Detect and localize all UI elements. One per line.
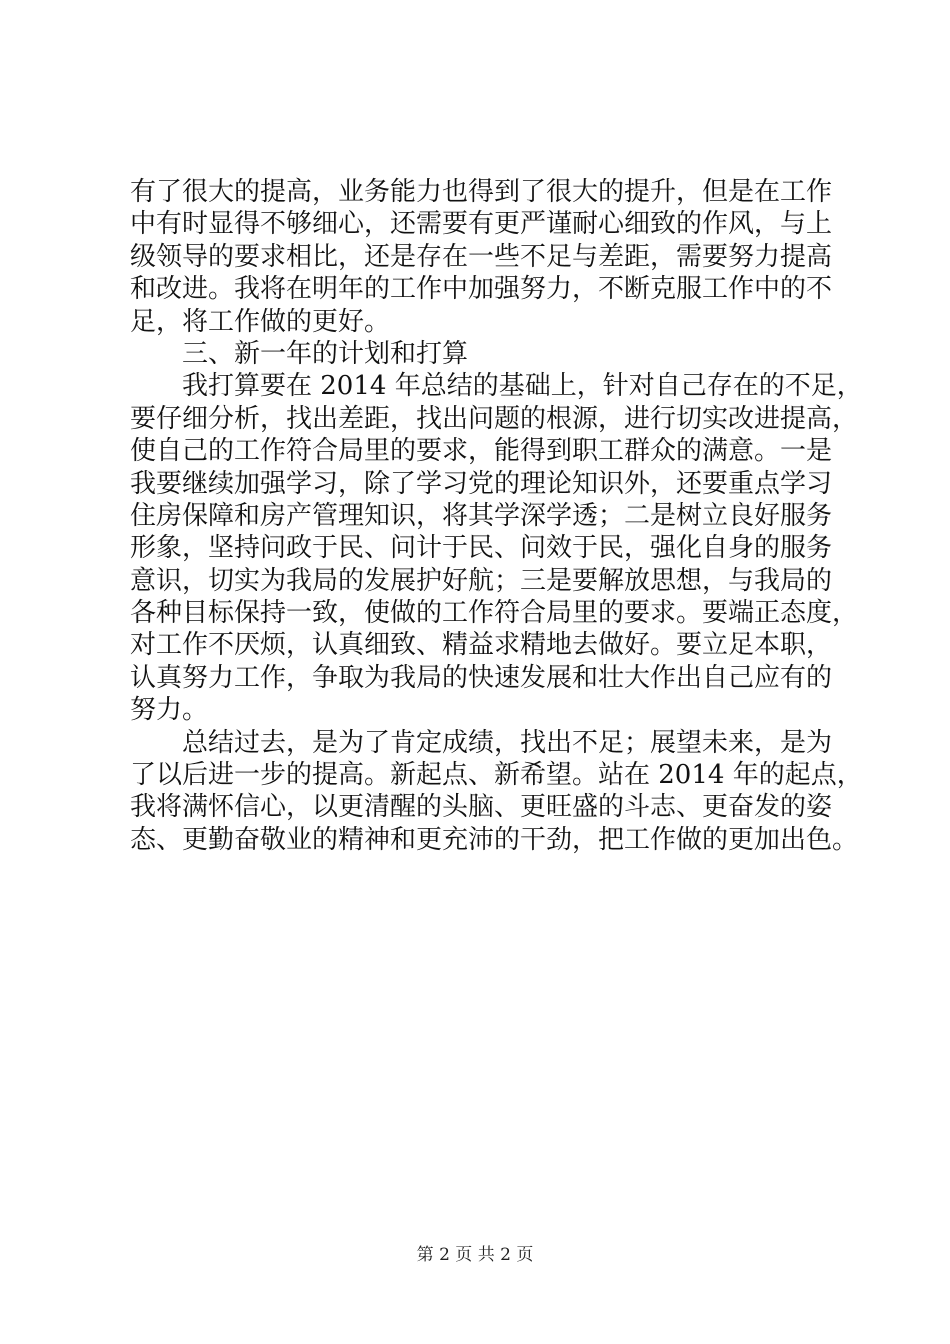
text-line: 和改进。我将在明年的工作中加强努力，不断克服工作中的不 xyxy=(130,274,833,305)
paragraph-2 xyxy=(130,370,863,726)
text-line: 住房保障和房产管理知识，将其学深学透；二是树立良好服务 xyxy=(130,500,833,531)
text-line: 努力。 xyxy=(130,695,209,726)
text-line: 级领导的要求相比，还是存在一些不足与差距，需要努力提高 xyxy=(130,241,833,272)
text-line: 中有时显得不够细心，还需要有更严谨耐心细致的作风，与上 xyxy=(130,209,833,240)
text-line: 我打算要在 2014 年总结的基础上，针对自己存在的不足， xyxy=(182,371,863,402)
text-line: 要仔细分析，找出差距，找出问题的根源，进行切实改进提高， xyxy=(130,403,859,434)
text-line: 我将满怀信心，以更清醒的头脑、更旺盛的斗志、更奋发的姿 xyxy=(130,792,833,823)
text-line: 我要继续加强学习，除了学习党的理论知识外，还要重点学习 xyxy=(130,468,833,499)
text-line: 总结过去，是为了肯定成绩，找出不足；展望未来，是为 xyxy=(182,727,833,758)
document-body xyxy=(130,176,863,856)
section-heading xyxy=(130,338,830,370)
text-line: 态、更勤奋敬业的精神和更充沛的干劲，把工作做的更加出色。 xyxy=(130,824,859,855)
text-line: 认真努力工作，争取为我局的快速发展和壮大作出自己应有的 xyxy=(130,662,833,693)
text-line: 各种目标保持一致，使做的工作符合局里的要求。要端正态度， xyxy=(130,598,859,629)
page-number-label: 第 2 页 共 2 页 xyxy=(416,1245,534,1265)
text-line: 足，将工作做的更好。 xyxy=(130,306,391,337)
text-line: 使自己的工作符合局里的要求，能得到职工群众的满意。一是 xyxy=(130,436,833,467)
paragraph-3 xyxy=(130,727,863,857)
page-footer xyxy=(0,1243,950,1267)
heading-line: 三、新一年的计划和打算 xyxy=(182,338,469,369)
text-line: 对工作不厌烦，认真细致、精益求精地去做好。要立足本职， xyxy=(130,630,833,661)
text-line: 有了很大的提高，业务能力也得到了很大的提升，但是在工作 xyxy=(130,177,833,207)
paragraph-1 xyxy=(130,176,833,338)
text-line: 了以后进一步的提高。新起点、新希望。站在 2014 年的起点， xyxy=(130,760,863,791)
text-line: 意识，切实为我局的发展护好航；三是要解放思想，与我局的 xyxy=(130,565,833,596)
text-line: 形象，坚持问政于民、问计于民、问效于民，强化自身的服务 xyxy=(130,533,833,564)
